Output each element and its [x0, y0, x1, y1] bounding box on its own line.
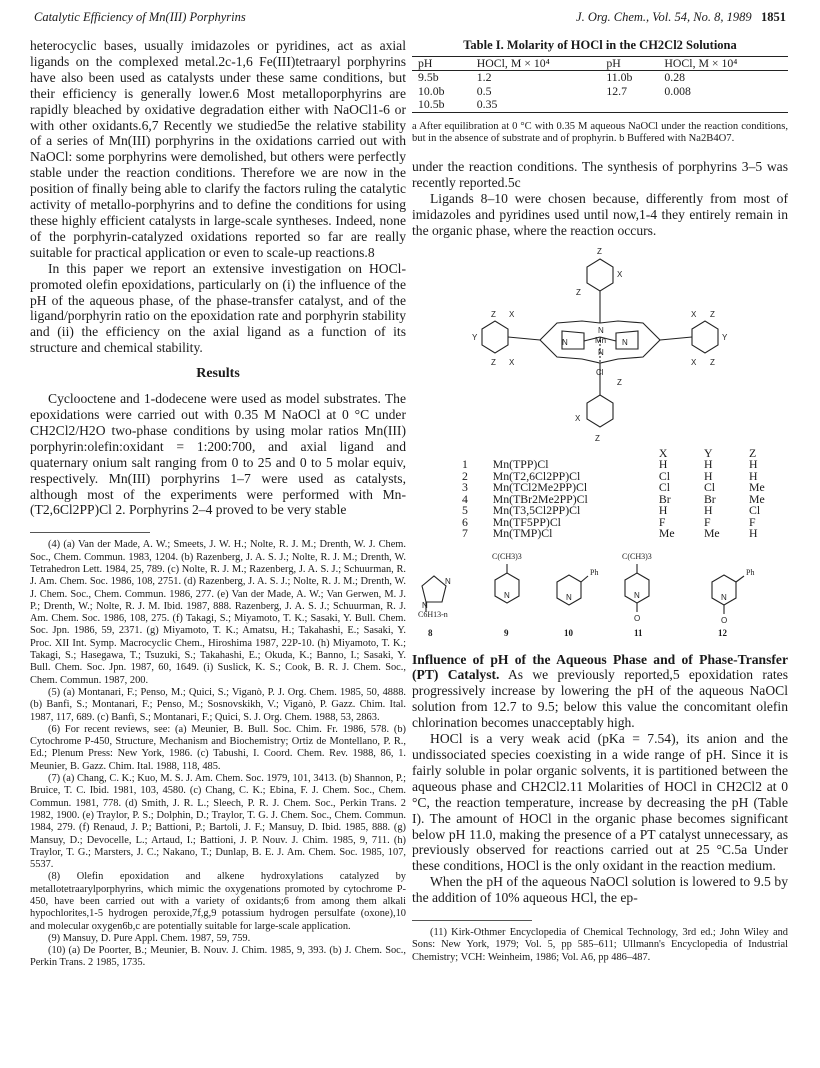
column-header: X — [658, 445, 668, 460]
column-header: HOCl, M × 10⁴ — [664, 56, 738, 70]
left-column — [30, 38, 406, 970]
compound-row: 4 Mn(TBr2Me2PP)Cl Br Br Me — [462, 491, 765, 506]
table-cell: 0.008 — [664, 83, 691, 98]
paragraph: When the pH of the aqueous NaOCl solution is lowered to 9.5 by the addition of 10% aqueous HCl, the ep- — [412, 874, 788, 906]
footnote: (8) Olefin epoxidation and alkene hydroxylations catalyzed by metallotetraarylporphyrins, which mimic the oxygenations promoted by cytochrome P-450, have been carried out with a variety of oxidants;6 from among them alkali hypochlorites,1-5 hydrogen peroxide,7f,g,9 potassium hydrogen persulfate (oxone),10 and molecular oxygen6b,c are potentially suitable for large-scale application. — [30, 871, 406, 932]
svg-text:N: N — [562, 337, 568, 347]
paragraph: under the reaction conditions. The synthesis of porphyrins 3–5 was recently reported.5c — [412, 159, 788, 190]
table-cell: 10.0b — [418, 83, 445, 98]
svg-text:N: N — [422, 600, 428, 610]
svg-text:Z: Z — [491, 357, 496, 367]
svg-text:X: X — [691, 357, 697, 367]
svg-text:N: N — [566, 592, 572, 602]
results-heading: Results — [196, 366, 240, 382]
ligand-substituent: Ph — [746, 567, 755, 577]
table-cell: 12.7 — [606, 83, 627, 98]
table-cell: 1.2 — [476, 70, 492, 85]
right-column — [412, 38, 788, 964]
table-cell: 0.35 — [476, 97, 498, 112]
svg-text:Z: Z — [710, 357, 715, 367]
column-header: pH — [606, 56, 621, 70]
footnote: (10) (a) De Poorter, B.; Meunier, B. Nouv. J. Chim. 1985, 9, 393. (b) J. Chem. Soc., Perkin Trans. 2 1985, 1735. — [30, 945, 406, 969]
svg-text:X: X — [509, 357, 515, 367]
column-header: pH — [418, 56, 433, 70]
ligand-drawings — [412, 546, 788, 642]
hocl-table — [412, 56, 788, 113]
svg-text:X: X — [509, 309, 515, 319]
ligand-substituent: C(CH3)3 — [492, 551, 522, 561]
compound-row: 3 Mn(TCl2Me2PP)Cl Cl Cl Me — [462, 480, 765, 495]
paragraph: HOCl is a very weak acid (pKa = 7.54), its anion and the undissociated species coexisting in a wide range of pH. Since it is fairly soluble in polar organic solvents, it is partitioned between the aqueous phase and CH2Cl2.11 Molarities of HOCl in CH2Cl2 at 0 °C, the reaction temperature, increase by decreasing the pH (Table I). The amount of HOCl in the organic phase becomes significant below pH 11.0, making the presence of a PT catalyst unnecessary, as previously observed for reactions carried out at 25 °C.5a Under these conditions, HOCl is the only oxidant in the reaction medium. — [412, 731, 788, 874]
footnote: (11) Kirk-Othmer Encyclopedia of Chemical Technology, 3rd ed.; John Wiley and Sons: New York, 1979; Vol. 5, pp 585–611; Ullmann's Encyclopedia of Industrial Chemistry; VCH: Weinheim, 1986; Vol. A6, pp 486–487. — [412, 927, 788, 963]
table-cell: 0.28 — [664, 70, 686, 85]
svg-text:O: O — [721, 615, 728, 625]
svg-text:X: X — [617, 269, 623, 279]
ligand-number: 10 — [564, 627, 573, 638]
svg-text:Y: Y — [472, 332, 478, 342]
table-cell: 0.5 — [476, 83, 492, 98]
table-cell — [658, 98, 788, 112]
ligand-substituent: C6H13-n — [418, 609, 448, 619]
svg-text:Z: Z — [491, 309, 496, 319]
paragraph: Ligands 8–10 were chosen because, differently from most of imidazoles and pyridines used until now,1-4 they entirely remain in the organic phase, where the reaction occurs. — [412, 190, 788, 238]
footnote: (5) (a) Montanari, F.; Penso, M.; Quici, S.; Viganò, P. J. Org. Chem. 1985, 50, 4888. (b) Banfi, S.; Montanari, F.; Penso, M.; Sosnovskikh, V.; Viganò, P. Gazz. Chim. Ital. 1987, 117, 689. (c) Banfi, S.; Montanari, F.; Quici, S. J. Org. Chem. 1988, 53, 2863. — [30, 686, 406, 723]
svg-text:N: N — [721, 592, 727, 602]
column-header: Z — [748, 445, 757, 460]
footnote: (6) For recent reviews, see: (a) Meunier, B. Bull. Soc. Chim. Fr. 1986, 578. (b) Cytochrome P-450, Structure, Mechanism and Biochemistry; Ortiz de Montellano, P. R., Ed.; Plenum Press: New York, 1986. (c) Tabushi, I. Coord. Chem. Rev. 1988, 86, 1. Meunier, B. Gazz. Chim. Ital. 1988, 118, 485. — [30, 723, 406, 772]
footnote-rule — [30, 532, 150, 533]
svg-text:Z: Z — [597, 246, 602, 256]
svg-text:N: N — [504, 590, 510, 600]
svg-text:Z: Z — [595, 433, 600, 443]
porphyrin-structure-drawing — [412, 245, 788, 500]
compound-row: 1 Mn(TPP)Cl H H H — [462, 457, 758, 472]
svg-text:N: N — [634, 590, 640, 600]
svg-text:N: N — [598, 347, 604, 357]
page-number: 1851 — [761, 10, 786, 24]
paragraph: As we previously reported,5 epoxidation rates progressively increase by lowering the pH of the aqueous NaOCl solution from 12.7 to 9.5; below this value the concomitant olefin chlorination becomes unacceptably high. — [412, 667, 788, 731]
svg-text:X: X — [691, 309, 697, 319]
svg-text:Z: Z — [576, 287, 581, 297]
svg-text:X: X — [575, 413, 581, 423]
porphyrin-structure — [412, 245, 788, 500]
svg-text:N: N — [598, 325, 604, 335]
column-header: Y — [703, 445, 713, 460]
journal-name: J. Org. Chem., Vol. 54, No. 8, 1989 — [576, 10, 752, 24]
compound-row: 2 Mn(T2,6Cl2PP)Cl Cl H H — [462, 468, 758, 483]
svg-text:O: O — [634, 613, 641, 623]
column-header: HOCl, M × 10⁴ — [476, 56, 550, 70]
ligand-number: 12 — [718, 627, 727, 638]
footnote: (9) Mansuy, D. Pure Appl. Chem. 1987, 59, 759. — [48, 932, 251, 944]
running-title: Catalytic Efficiency of Mn(III) Porphyrins — [34, 10, 246, 24]
svg-text:Cl: Cl — [596, 367, 604, 377]
journal-citation — [576, 10, 786, 25]
svg-text:N: N — [445, 576, 451, 586]
footnote-rule — [412, 920, 532, 921]
table-caption: Table I. Molarity of HOCl in the CH2Cl2 Solutiona — [463, 38, 737, 52]
paragraph: In this paper we report an extensive investigation on HOCl-promoted olefin epoxidations, particularly on (i) the influence of the pH of the aqueous phase, of the phase-transfer catalyst, and of the ligand/porphyrin ratio on the epoxidation rate and porphyrin stability and (ii) the efficiency on the axial ligand as a function of its structure and chemical stability. — [30, 260, 406, 356]
compound-row: 7 Mn(TMP)Cl Me Me H — [462, 526, 758, 541]
footnotes — [30, 539, 406, 969]
table-header-row — [412, 57, 788, 71]
paragraph: heterocyclic bases, usually imidazoles or pyridines, act as axial ligands on the complexed metal.2c-1,6 Fe(III)tetraaryl porphyrins have also been used as catalysts under these same conditions, but their efficiency is generally lower.6 Most metalloporphyrins are rapidly bleached by oxidative degradation either with NaOCl1-6 or with other oxidants.6,7 Recently we studied5e the relative stability of a series of Mn(III) porphyrins in the oxidations carried out with NaOCl: some porphyrins were demolished, but others were perfectly stable under the reaction conditions. Therefore we are now in the position of finally being able to clarify the factors ruling the catalytic activity of metallo-porphyrins and to define the conditions for using these highly efficient catalysts in large-scale syntheses. Indeed, none of the porphyrin-catalyzed oxidations reported so far are really suitable for practical application or even to scale-up reactions.8 — [30, 38, 406, 260]
section-heading: Influence of pH of the Aqueous Phase and of Phase-Transfer (PT) Catalyst. — [412, 651, 788, 683]
ligand-number: 8 — [428, 627, 433, 638]
compound-row: 6 Mn(TF5PP)Cl F F F — [462, 514, 756, 529]
table-cell: 10.5b — [418, 97, 445, 112]
ligand-number: 11 — [634, 627, 643, 638]
table-row — [412, 85, 788, 98]
ligand-structures — [412, 546, 788, 642]
footnote: (7) (a) Chang, C. K.; Kuo, M. S. J. Am. Chem. Soc. 1979, 101, 3413. (b) Shannon, P.; Bruice, T. C. Ibid. 1981, 103, 4580. (c) Chang, C. K.; Ebina, F. J. Chem. Soc., Chem. Commun. 1981, 778. (d) Smith, J. R. L.; Sleech, P. R. J. Chem. Soc., Perkin Trans. 2 1982, 1900. (e) Traylor, P. S.; Dolphin, D.; Traylor, T. G. J. Chem. Soc., Chem. Commun. 1984, 279. (f) Renaud, J. P.; Battioni, P.; Bartoli, J. F.; Mansuy, D. Ibid. 1985, 888. (g) Mansuy, D.; Devocelle, L.; Artaud, I.; Battioni, J. P. Nouv. J. Chim. 1985, 9, 711. (h) Traylor, T. G.; Marsters, J. C.; Nakano, T.; Dunlap, B. E. J. Am. Chem. Soc. 1985, 107, 5537. — [30, 773, 406, 871]
table-footnote: a After equilibration at 0 °C with 0.35 M aqueous NaOCl under the reaction conditions, but in the absence of substrate and of prophyrin. b Buffered with Na2B4O7. — [412, 120, 788, 144]
ligand-substituent: C(CH3)3 — [622, 551, 652, 561]
table-cell — [600, 98, 658, 112]
table-cell: 11.0b — [606, 70, 633, 85]
svg-text:Z: Z — [617, 377, 622, 387]
svg-text:N: N — [622, 337, 628, 347]
ligand-substituent: Ph — [590, 567, 599, 577]
table-cell: 9.5b — [418, 70, 439, 85]
svg-text:Mn: Mn — [595, 335, 607, 345]
svg-text:Y: Y — [722, 332, 728, 342]
paragraph: Cyclooctene and 1-dodecene were used as model substrates. The epoxidations were carried out with 0.35 M NaOCl at 0 °C under CH2Cl2/H2O two-phase conditions by using molar ratios Mn(III) porphyrin:olefin:oxidant = 1:200:700, and axial ligand and quaternary onium salt ranging from 0 to 25 and 0 to 5 molar equiv, respectively. Mn(III) porphyrins 1–7 were used as catalysts, although most of the experiments were performed with Mn-(T2,6Cl2PP)Cl 2. Porphyrins 2–4 proved to be very stable — [30, 391, 406, 518]
compound-row: 5 Mn(T3,5Cl2PP)Cl H H Cl — [462, 503, 761, 518]
section-pH — [412, 652, 788, 732]
table-row — [412, 71, 788, 85]
table-row — [412, 98, 788, 112]
footnote: (4) (a) Van der Made, A. W.; Smeets, J. W. H.; Nolte, R. J. M.; Drenth, W. J. Chem. Soc., Chem. Commun. 1983, 1204. (b) Razenberg, J. A. S. J.; Nolte, R. J. M.; Drenth, W. Tetrahedron Lett. 1984, 25, 789. (c) Nolte, R. J. M.; Razenberg, J. A. S. J.; Schuurman, R. J. Am. Chem. Soc. 1986, 108, 2751. (d) Razenberg, J. A. S. J.; Nolte, R. J. M.; Drenth, W. J. Chem. Soc., Chem. Commun. 1986, 277. (e) Van der Made, A. W.; Van Gerwen, M. J. P.; Drenth, W.; Nolte, R. J. M. Ibid. 1987, 888. Razenberg, J. A. S. J.; Schuurman, R. J. Am. Chem. Soc. 1986, 108, 275. (f) Takagi, S.; Miyamoto, T. K.; Sasaki, Y. Bull. Chem. Soc. Jpn. 1986, 59, 2371. (g) Miyamoto, T. K.; Amatsu, H.; Takahashi, E.; Sasaki, Y. Proc. XII Int. Symp. Macrocyclic Chem., Hiroshima 1987, 22P-10. (h) Miyamoto, T. K.; Takagi, S.; Hasegawa, T.; Tsuzuki, S.; Takahashi, E.; Okuda, K.; Banno, I.; Sasaki, Y. Bull. Chem. Soc. Jpn. 1987, 60, 1649. (i) Suslick, K. S.; Cook, B. R. J. Chem. Soc., Chem. Commun. 1987, 200. — [30, 539, 406, 686]
svg-text:Z: Z — [710, 309, 715, 319]
ligand-number: 9 — [504, 627, 509, 638]
